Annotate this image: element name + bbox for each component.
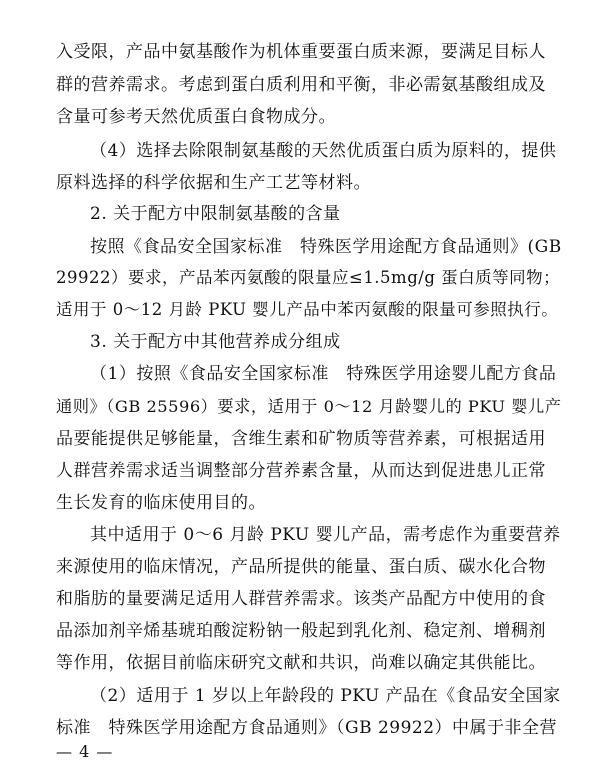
text-line: 标准 特殊医学用途配方食品通则》（GB 29922）中属于非全营: [56, 718, 558, 738]
page-number: — 4 —: [56, 742, 114, 761]
text-line: 按照《食品安全国家标准 特殊医学用途配方食品通则》(GB: [90, 237, 562, 257]
text-line: 来源使用的临床情况，产品所提供的能量、蛋白质、碳水化合物: [56, 557, 546, 577]
text-line: 品要能提供足够能量，含维生素和矿物质等营养素，可根据适用: [56, 429, 546, 449]
text-line: （1）按照《食品安全国家标准 特殊医学用途婴儿配方食品: [90, 364, 557, 384]
text-line: 含量可参考天然优质蛋白食物成分。: [56, 107, 336, 127]
text-line: 品添加剂辛烯基琥珀酸淀粉钠一般起到乳化剂、稳定剂、增稠剂: [56, 621, 546, 641]
text-line: （2）适用于 1 岁以上年龄段的 PKU 产品在《食品安全国家: [90, 686, 561, 706]
text-line: 等作用，依据目前临床研究文献和共识，尚难以确定其供能比。: [56, 653, 546, 673]
text-line: 其中适用于 0～6 月龄 PKU 婴儿产品，需考虑作为重要营养: [90, 525, 561, 545]
text-line: 生长发育的临床使用目的。: [56, 493, 266, 513]
text-line: 和脂肪的量要满足适用人群营养需求。该类产品配方中使用的食: [56, 589, 546, 609]
section-heading: 3. 关于配方中其他营养成分组成: [90, 332, 341, 352]
text-line: 入受限，产品中氨基酸作为机体重要蛋白质来源，要满足目标人: [56, 42, 546, 62]
text-line: 适用于 0～12 月龄 PKU 婴儿产品中苯丙氨酸的限量可参照执行。: [56, 300, 559, 319]
text-line: 通则》（GB 25596）要求，适用于 0～12 月龄婴儿的 PKU 婴儿产: [56, 397, 562, 416]
text-line: 原料选择的科学依据和生产工艺等材料。: [56, 173, 371, 193]
text-line: 人群营养需求适当调整部分营养素含量，从而达到促进患儿正常: [56, 461, 546, 481]
text-line: 29922）要求，产品苯丙氨酸的限量应≤1.5mg/g 蛋白质等同物；: [56, 268, 561, 287]
section-heading: 2. 关于配方中限制氨基酸的含量: [90, 204, 341, 224]
text-line: （4）选择去除限制氨基酸的天然优质蛋白质为原料的，提供: [90, 141, 557, 161]
text-line: 群的营养需求。考虑到蛋白质利用和平衡，非必需氨基酸组成及: [56, 75, 546, 95]
